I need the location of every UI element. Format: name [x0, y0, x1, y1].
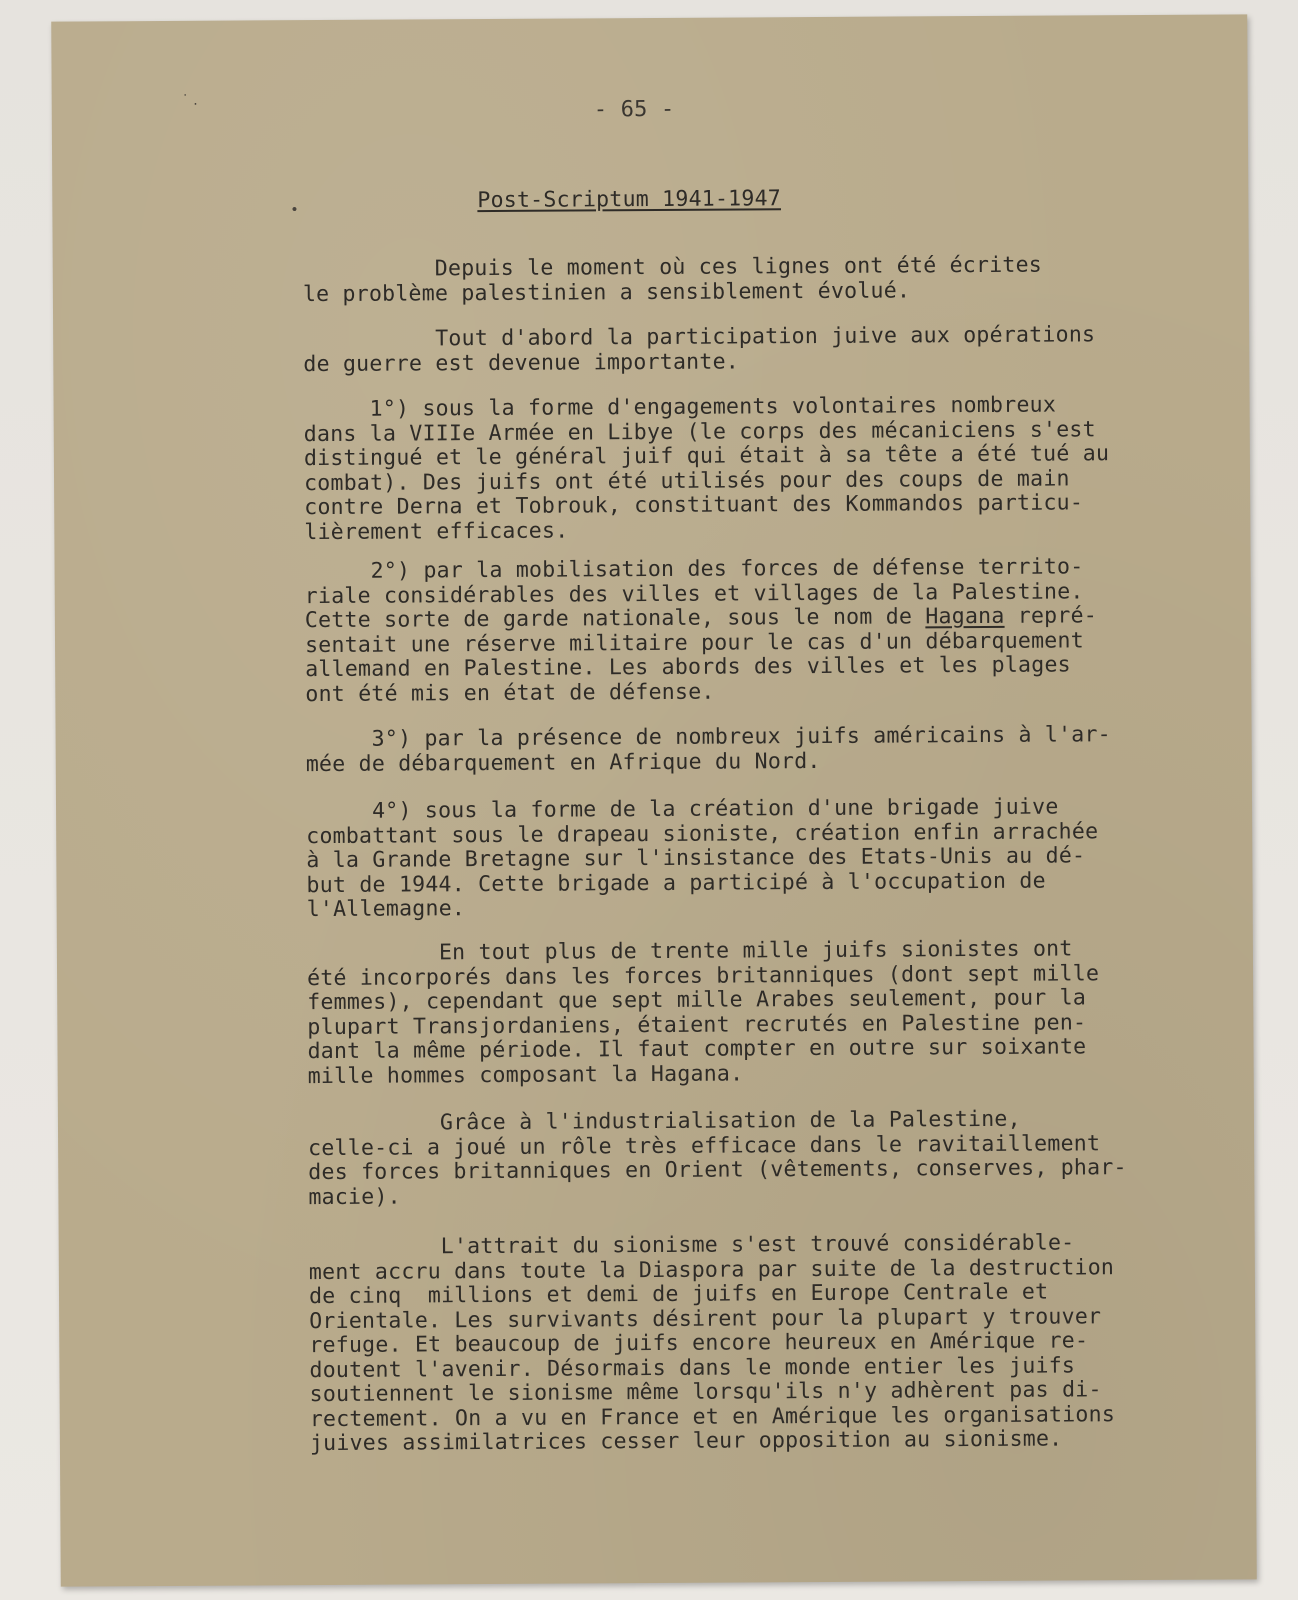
text-line: sentait une réserve militaire pour le cas d'un débarquement — [304, 627, 1084, 658]
text-line: à la Grande Bretagne sur l'insistance des Etats-Unis au dé- — [306, 843, 1086, 874]
text-line: distingué et le général juif qui était à sa tête a été tué au — [303, 441, 1110, 472]
paragraph-point-2 — [305, 555, 1098, 707]
text-line: plupart Transjordaniens, étaient recrutés en Palestine pen- — [307, 1009, 1087, 1040]
text-line: 2°) par la mobilisation des forces de défense territo- — [304, 554, 1084, 585]
text-line-hagana: Cette sorte de garde nationale, sous le nom de Hagana repré- — [304, 603, 1098, 634]
text-line: doutent l'avenir. Désormais dans le monde entier les juifs — [309, 1352, 1076, 1383]
underlined-word: Hagana — [925, 603, 1005, 630]
text-line: refuge. Et beaucoup de juifs encore heureux en Amérique re- — [309, 1328, 1089, 1359]
text-line: femmes), cependant que sept mille Arabes seulement, pour la — [307, 985, 1087, 1016]
text-line: dans la VIIIe Armée en Libye (le corps des mécaniciens s'est — [303, 416, 1096, 447]
paragraph-industrialisation — [308, 1107, 1127, 1210]
text-line: Tout d'abord la participation juive aux opérations — [303, 322, 1096, 353]
paragraph-point-1 — [304, 393, 1110, 545]
text-line: Grâce à l'industrialisation de la Palestine, — [307, 1106, 1021, 1137]
paragraph-point-3 — [306, 723, 1112, 777]
text-line: mille hommes composant la Hagana. — [307, 1060, 744, 1089]
document-title: Post-Scriptum 1941-1947 — [477, 186, 782, 214]
text-line: L'attrait du sionisme s'est trouvé considérable- — [308, 1230, 1075, 1261]
text-line: de guerre est devenue importante. — [303, 348, 740, 377]
text-line: combat). Des juifs ont été utilisés pour des coups de main — [303, 465, 1070, 496]
text-line: allemand en Palestine. Les abords des villes et les plages — [305, 652, 1071, 683]
text-line: été incorporés dans les forces britanniques (dont sept mille — [307, 960, 1100, 991]
text-line: le problème palestinien a sensiblement évolué. — [302, 277, 911, 307]
text-line: 1°) sous la forme d'engagements volontaires nombreux — [303, 392, 1057, 423]
text-line: En tout plus de trente mille juifs sionistes ont — [306, 936, 1073, 967]
text-line: 3°) par la présence de nombreux juifs américains à l'ar- — [305, 722, 1111, 753]
text-line: contre Derna et Tobrouk, constituant des Kommandos particu- — [304, 490, 1084, 521]
text-line: combattant sous le drapeau sioniste, création enfin arrachée — [306, 818, 1099, 849]
paper-speck: • — [290, 202, 299, 219]
typewritten-page — [51, 14, 1257, 1586]
paragraph-point-4 — [306, 795, 1099, 922]
text-line: riale considérables des villes et villages de la Palestine. — [304, 578, 1084, 609]
text-line: celle-ci a joué un rôle très efficace dans le ravitaillement — [308, 1130, 1101, 1161]
paragraph-diaspora — [309, 1231, 1116, 1456]
paragraph-intro — [303, 254, 1043, 308]
text-line: lièrement efficaces. — [304, 518, 569, 545]
text-line: des forces britanniques en Orient (vêtements, conserves, phar- — [308, 1155, 1127, 1186]
text-line: 4°) sous la forme de la création d'une brigade juive — [305, 794, 1059, 825]
text-line: de cinq millions et demi de juifs en Europe Centrale et — [308, 1279, 1049, 1310]
text-line: ont été mis en état de défense. — [305, 679, 715, 707]
paper-speck: ˙ . — [181, 92, 198, 109]
text-line: soutiennent le sionisme même lorsqu'ils n'y adhèrent pas di- — [309, 1377, 1102, 1408]
text-line: ment accru dans toute la Diaspora par suite de la destruction — [308, 1254, 1115, 1285]
text-line: macie). — [308, 1184, 401, 1210]
text-line: Depuis le moment où ces lignes ont été écrites — [302, 252, 1043, 283]
text-line: but de 1944. Cette brigade a participé à l'occupation de — [306, 868, 1046, 898]
paragraph-recruitment — [307, 937, 1100, 1089]
text-line: l'Allemagne. — [306, 896, 466, 923]
text-line: Orientale. Les survivants désirent pour la plupart y trouver — [309, 1303, 1102, 1334]
paragraph-participation — [303, 323, 1095, 377]
text-line: mée de débarquement en Afrique du Nord. — [305, 748, 821, 777]
text-line: dant la même période. Il faut compter en outre sur soixante — [307, 1034, 1087, 1065]
text-line: juives assimilatrices cesser leur opposition au sionisme. — [309, 1426, 1063, 1457]
text-line: rectement. On a vu en France et en Amérique les organisations — [309, 1401, 1116, 1432]
page-number: - 65 - — [593, 96, 675, 123]
